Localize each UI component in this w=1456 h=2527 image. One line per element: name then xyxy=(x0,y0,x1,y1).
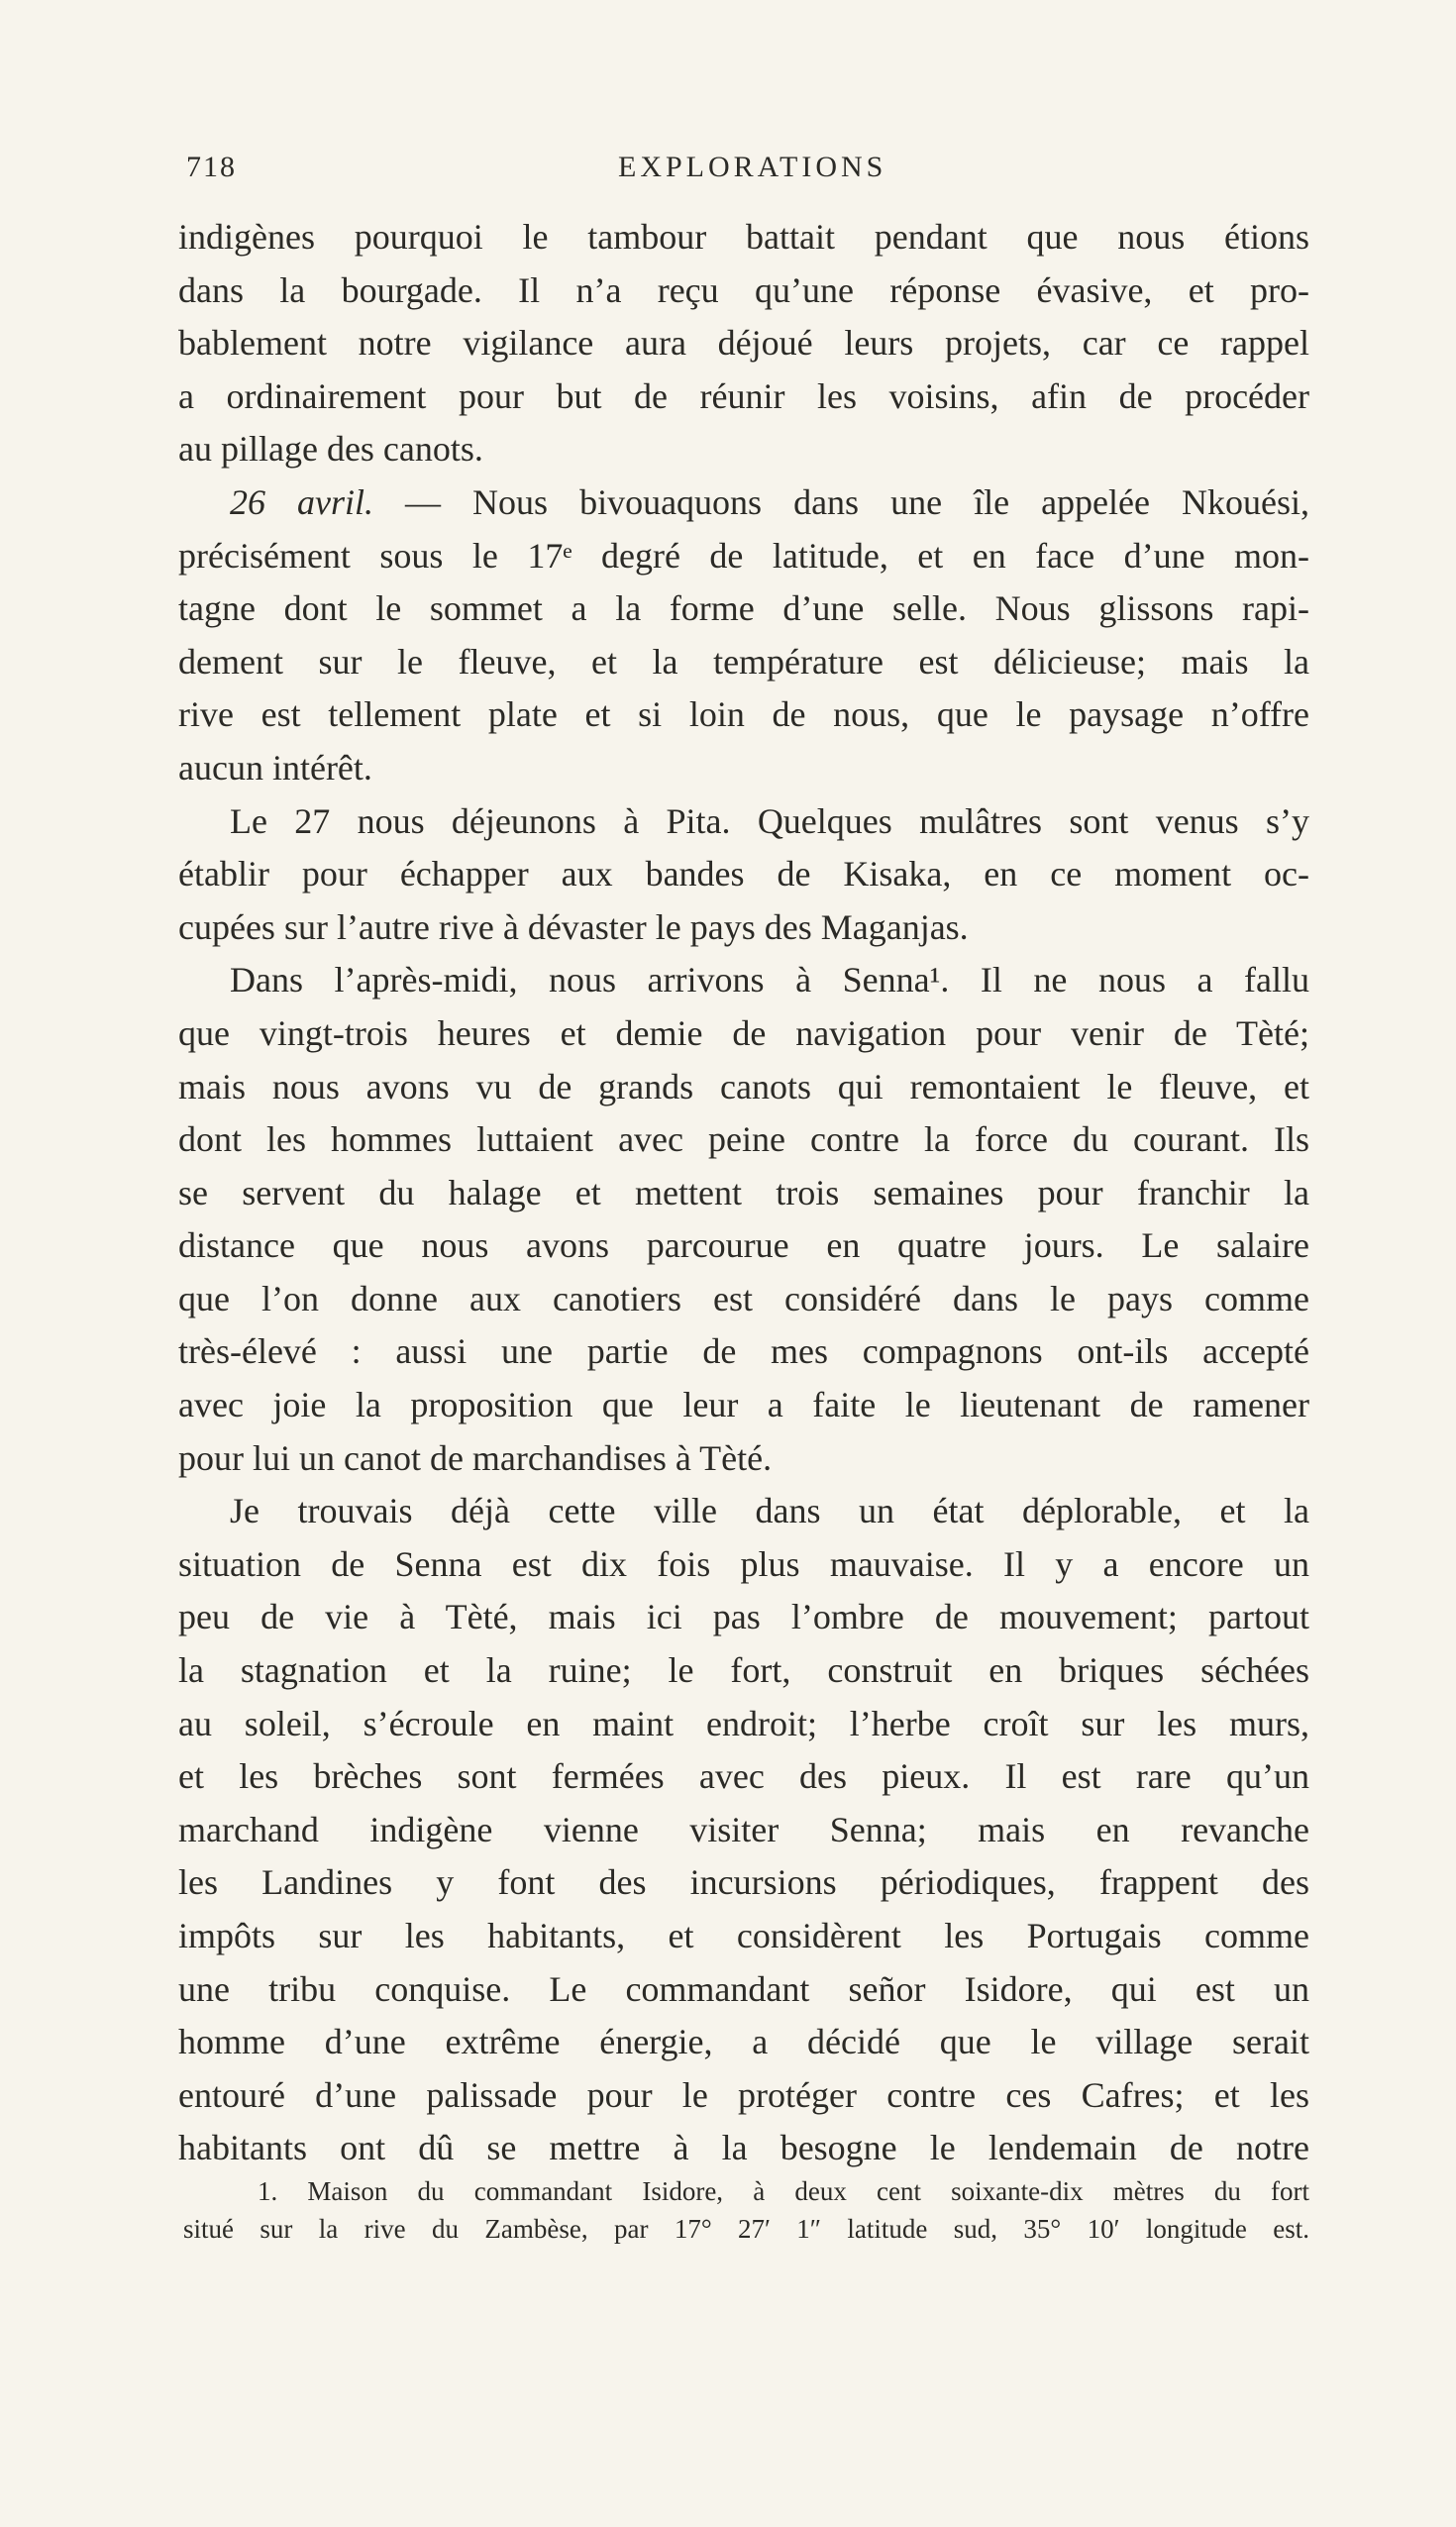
footnote-line: 1. Maison du commandant Isidore, à deux cent soixante-dix mètres du fort xyxy=(258,2176,1309,2206)
text-line: impôts sur les habitants, et considèrent les Portugais comme xyxy=(178,1916,1309,1955)
text-line: se servent du halage et mettent trois semaines pour franchir la xyxy=(178,1172,1309,1212)
text-line: situation de Senna est dix fois plus mauvaise. Il y a encore un xyxy=(178,1543,1309,1584)
text-line: établir pour échapper aux bandes de Kisaka, en ce moment oc- xyxy=(178,854,1309,895)
text-line: les Landines y font des incursions périodiques, frappent des xyxy=(178,1862,1309,1903)
text-line: cupées sur l’autre rive à dévaster le pays des Maganjas. xyxy=(178,906,969,947)
text-line: marchand indigène vienne visiter Senna; mais en revanche xyxy=(178,1809,1309,1849)
text-line: au soleil, s’écroule en maint endroit; l’herbe croît sur les murs, xyxy=(178,1703,1309,1743)
footnote-line: situé sur la rive du Zambèse, par 17° 27′ 1″ latitude sud, 35° 10′ longitude est. xyxy=(183,2214,1309,2244)
text-line: pour lui un canot de marchandises à Tèté. xyxy=(178,1437,773,1478)
text-line: dement sur le fleuve, et la température est délicieuse; mais la xyxy=(178,641,1309,682)
text-line: — Nous bivouaquons dans une île appelée Nkouési, xyxy=(405,481,1309,522)
body-text xyxy=(178,211,1309,2175)
page-number: 718 xyxy=(186,151,237,183)
text-line: entouré d’une palissade pour le protéger contre ces Cafres; et les xyxy=(178,2074,1309,2115)
text-line: et les brèches sont fermées avec des pieux. Il est rare qu’un xyxy=(178,1756,1309,1797)
text-line: Je trouvais déjà cette ville dans un état déplorable, et la xyxy=(230,1491,1309,1531)
text-line: bablement notre vigilance aura déjoué leurs projets, car ce rappel xyxy=(178,323,1309,364)
text-line: dont les hommes luttaient avec peine contre la force du courant. Ils xyxy=(178,1119,1309,1160)
text-line: que vingt-trois heures et demie de navigation pour venir de Tèté; xyxy=(178,1012,1309,1053)
paragraph-start-line xyxy=(178,476,1309,530)
text-line: peu de vie à Tèté, mais ici pas l’ombre de mouvement; partout xyxy=(178,1597,1309,1637)
text-line: distance que nous avons parcourue en quatre jours. Le salaire xyxy=(178,1225,1309,1266)
text-line: une tribu conquise. Le commandant señor Isidore, qui est un xyxy=(178,1968,1309,2009)
text-line: que l’on donne aux canotiers est considéré dans le pays comme xyxy=(178,1278,1309,1318)
text-line: rive est tellement plate et si loin de nous, que le paysage n’offre xyxy=(178,694,1309,735)
text-line: précisément sous le 17ᵉ degré de latitude, et en face d’une mon- xyxy=(178,535,1309,576)
text-line: tagne dont le sommet a la forme d’une selle. Nous glissons rapi- xyxy=(178,588,1309,629)
text-line: mais nous avons vu de grands canots qui remontaient le fleuve, et xyxy=(178,1066,1309,1106)
text-line: très-élevé : aussi une partie de mes compagnons ont-ils accepté xyxy=(178,1331,1309,1372)
date-label: 26 avril. xyxy=(230,481,374,522)
text-line: la stagnation et la ruine; le fort, construit en briques séchées xyxy=(178,1650,1309,1691)
text-line: au pillage des canots. xyxy=(178,429,483,470)
text-line: avec joie la proposition que leur a faite le lieutenant de ramener xyxy=(178,1385,1309,1425)
text-line: Le 27 nous déjeunons à Pita. Quelques mulâtres sont venus s’y xyxy=(230,800,1309,841)
footnotes xyxy=(183,2172,1309,2248)
text-line: Dans l’après-midi, nous arrivons à Senna¹. Il ne nous a fallu xyxy=(230,960,1309,1000)
running-title: EXPLORATIONS xyxy=(618,151,887,183)
text-line: indigènes pourquoi le tambour battait pendant que nous étions xyxy=(178,217,1309,257)
text-line: a ordinairement pour but de réunir les voisins, afin de procéder xyxy=(178,375,1309,416)
text-line: habitants ont dû se mettre à la besogne le lendemain de notre xyxy=(178,2128,1309,2168)
text-line: homme d’une extrême énergie, a décidé que le village serait xyxy=(178,2022,1309,2062)
text-line: dans la bourgade. Il n’a reçu qu’une réponse évasive, et pro- xyxy=(178,269,1309,310)
text-line: aucun intérêt. xyxy=(178,747,372,788)
page-header xyxy=(186,151,1309,194)
